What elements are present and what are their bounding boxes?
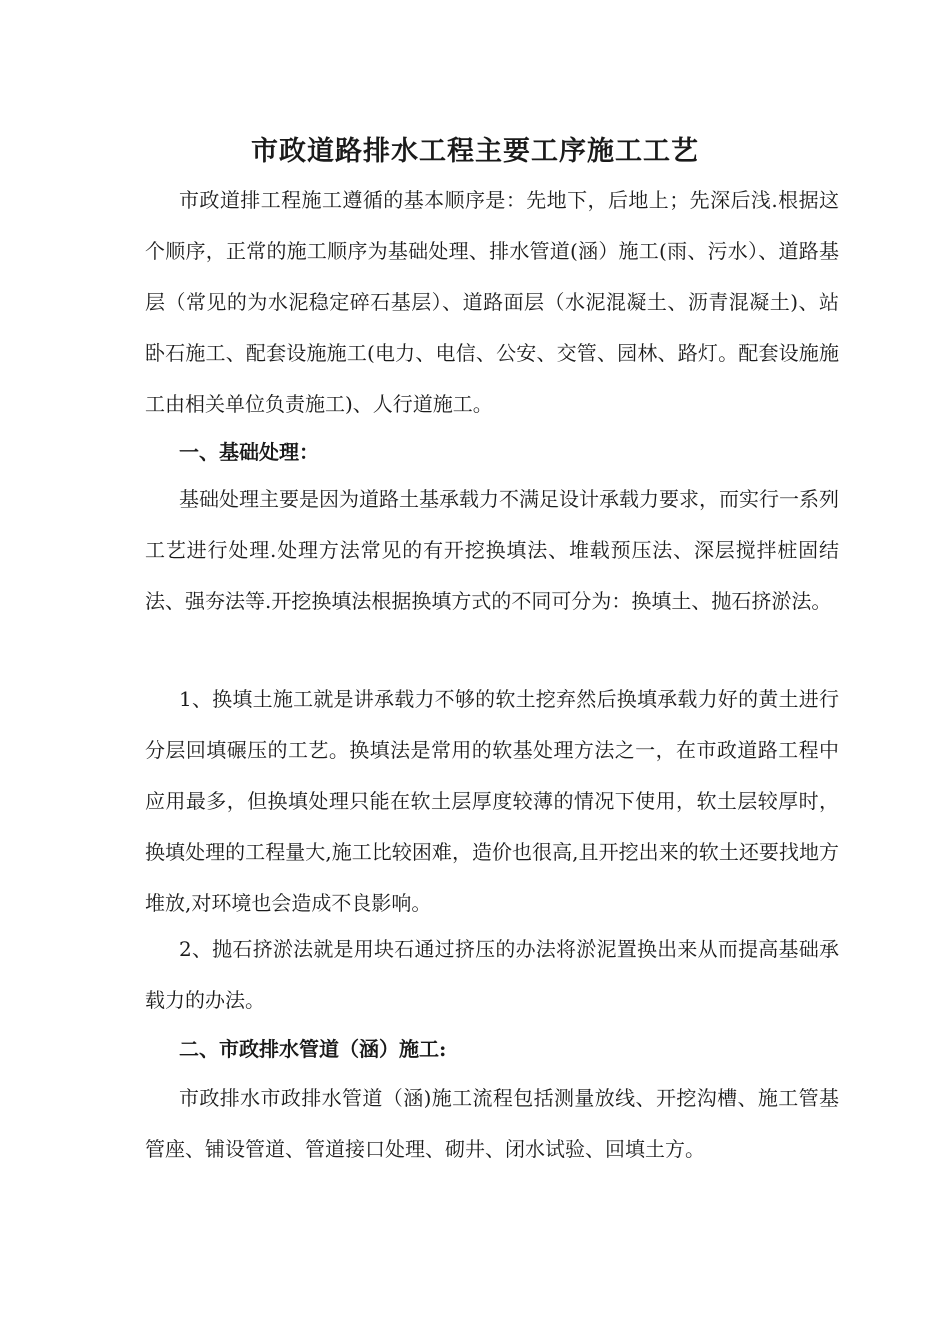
soil-replacement-paragraph: 1、换填土施工就是讲承载力不够的软土挖弃然后换填承载力好的黄土进行分层回填碾压的工艺。换填法是常用的软基处理方法之一，在市政道路工程中应用最多，但换填处理只能在软土层厚度较薄的情况下使用，软土层较厚时，换填处理的工程量大,施工比较困难，造价也很高,且开挖出来的软土还要找地方堆放,对环境也会造成不良影响。 <box>145 687 839 915</box>
foundation-paragraph: 基础处理主要是因为道路土基承载力不满足设计承载力要求，而实行一系列工艺进行处理.处理方法常见的有开挖换填法、堆载预压法、深层搅拌桩固结法、强夯法等.开挖换填法根据换填方式的不同可分为：换填土、抛石挤淤法。 <box>145 487 839 613</box>
section-heading-foundation: 一、基础处理： <box>179 440 319 464</box>
rock-fill-paragraph: 2、抛石挤淤法就是用块石通过挤压的办法将淤泥置换出来从而提高基础承载力的办法。 <box>145 937 839 1012</box>
drainage-paragraph: 市政排水市政排水管道（涵)施工流程包括测量放线、开挖沟槽、施工管基管座、铺设管道、管道接口处理、砌井、闭水试验、回填土方。 <box>145 1086 839 1161</box>
section-heading-drainage: 二、市政排水管道（涵）施工: <box>179 1037 447 1061</box>
intro-paragraph: 市政道排工程施工遵循的基本顺序是：先地下，后地上；先深后浅.根据这个顺序，正常的施工顺序为基础处理、排水管道(涵）施工(雨、污水）、道路基层（常见的为水泥稳定碎石基层）、道路面层（水泥混凝土、沥青混凝土)、站卧石施工、配套设施施工(电力、电信、公安、交管、园林、路灯。配套设施施工由相关单位负责施工)、人行道施工。 <box>145 188 839 416</box>
document-title: 市政道路排水工程主要工序施工工艺 <box>251 136 699 167</box>
